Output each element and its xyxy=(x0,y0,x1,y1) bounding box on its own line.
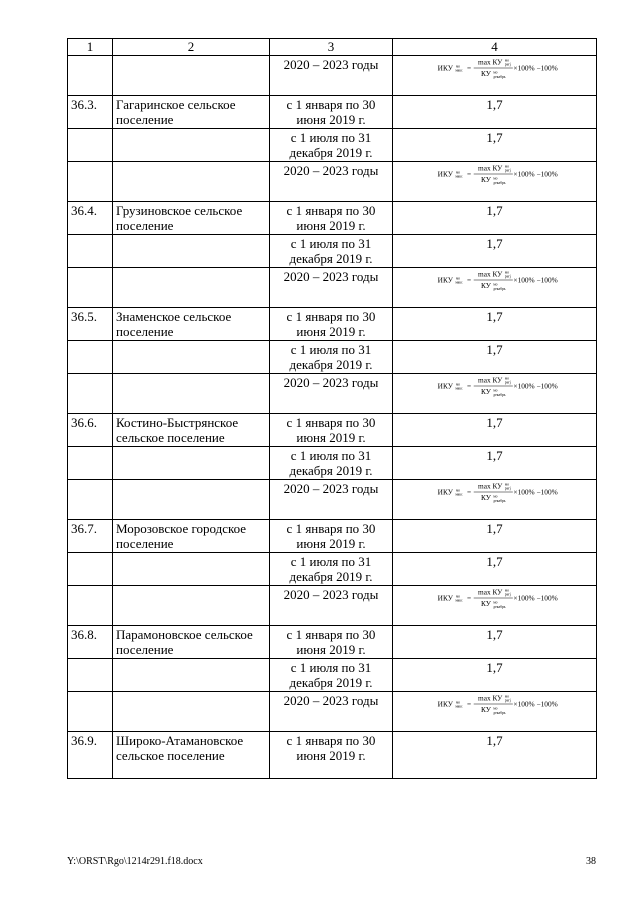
period-cell: 2020 – 2023 годы xyxy=(270,374,393,414)
period-cell: с 1 января по 30 июня 2019 г. xyxy=(270,414,393,447)
formula-lhs: ИКУ xyxy=(437,275,453,285)
number-cell: 36.3. xyxy=(68,96,113,129)
period-cell: с 1 июля по 31 декабря 2019 г. xyxy=(270,341,393,374)
settlement-row xyxy=(68,520,597,553)
formula-numerator: max КУ xyxy=(478,269,503,279)
formula-lhs-sup: мо xyxy=(456,700,461,705)
formula-ikumax xyxy=(396,163,593,185)
formula-ikumax xyxy=(396,269,593,291)
formula-numerator-sup: мо xyxy=(504,164,510,169)
formula-denominator-sub: декабрь xyxy=(493,286,506,291)
period-cell: с 1 января по 30 июня 2019 г. xyxy=(270,732,393,779)
formula-lhs-sub: макс xyxy=(455,280,463,285)
value-cell: 1,7 xyxy=(393,308,597,341)
name-cell xyxy=(113,341,270,374)
number-cell: 36.6. xyxy=(68,414,113,447)
number-cell: 36.9. xyxy=(68,732,113,779)
formula-numerator-sub: регj xyxy=(504,168,511,173)
name-cell: Морозовское городское поселение xyxy=(113,520,270,553)
period-cell: с 1 января по 30 июня 2019 г. xyxy=(270,96,393,129)
formula-lhs: ИКУ xyxy=(437,381,453,391)
tariff-table xyxy=(67,38,597,779)
formula-denominator: КУ xyxy=(481,704,491,714)
footer-page-number: 38 xyxy=(586,856,596,867)
formula-tail: ×100% −100% xyxy=(513,593,558,603)
period-row xyxy=(68,129,597,162)
formula-numerator-sub: регj xyxy=(504,380,511,385)
name-cell: Широко-Атамановское сельское поселение xyxy=(113,732,270,779)
period-cell: с 1 июля по 31 декабря 2019 г. xyxy=(270,235,393,268)
formula-denominator: КУ xyxy=(481,386,491,396)
formula-equals: = xyxy=(467,381,472,391)
formula-denominator: КУ xyxy=(481,174,491,184)
value-cell: 1,7 xyxy=(393,520,597,553)
formula-lhs-sub: макс xyxy=(455,598,463,603)
formula-denominator-sup: мо xyxy=(493,388,498,393)
formula-denominator: КУ xyxy=(481,492,491,502)
period-row xyxy=(68,341,597,374)
formula-equals: = xyxy=(467,275,472,285)
formula-cell xyxy=(393,692,597,732)
period-cell: с 1 января по 30 июня 2019 г. xyxy=(270,308,393,341)
formula-denominator-sub: декабрь xyxy=(493,498,506,503)
period-cell: 2020 – 2023 годы xyxy=(270,480,393,520)
formula-tail: ×100% −100% xyxy=(513,699,558,709)
period-row xyxy=(68,235,597,268)
formula-numerator-sub: регj xyxy=(504,486,511,491)
formula-lhs-sup: мо xyxy=(456,488,461,493)
number-cell xyxy=(68,162,113,202)
formula-lhs-sup: мо xyxy=(456,276,461,281)
formula-ikumax xyxy=(396,587,593,609)
formula-denominator-sup: мо xyxy=(493,706,498,711)
formula-numerator-sup: мо xyxy=(504,270,510,275)
formula-denominator: КУ xyxy=(481,68,491,78)
name-cell: Знаменское сельское поселение xyxy=(113,308,270,341)
number-cell xyxy=(68,480,113,520)
formula-numerator-sub: регj xyxy=(504,62,511,67)
formula-row xyxy=(68,162,597,202)
formula-lhs-sub: макс xyxy=(455,704,463,709)
formula-lhs: ИКУ xyxy=(437,63,453,73)
formula-denominator: КУ xyxy=(481,598,491,608)
formula-lhs-sup: мо xyxy=(456,170,461,175)
formula-lhs-sub: макс xyxy=(455,386,463,391)
number-cell: 36.5. xyxy=(68,308,113,341)
formula-numerator: max КУ xyxy=(478,375,503,385)
period-cell: 2020 – 2023 годы xyxy=(270,162,393,202)
formula-numerator-sup: мо xyxy=(504,588,510,593)
formula-cell xyxy=(393,374,597,414)
value-cell: 1,7 xyxy=(393,626,597,659)
name-cell xyxy=(113,480,270,520)
period-cell: с 1 января по 30 июня 2019 г. xyxy=(270,626,393,659)
formula-row xyxy=(68,480,597,520)
formula-row xyxy=(68,586,597,626)
formula-cell xyxy=(393,162,597,202)
number-cell xyxy=(68,586,113,626)
header-cell-4: 4 xyxy=(393,39,597,56)
period-row xyxy=(68,447,597,480)
formula-numerator-sub: регj xyxy=(504,592,511,597)
formula-denominator-sub: декабрь xyxy=(493,710,506,715)
formula-denominator: КУ xyxy=(481,280,491,290)
settlement-row xyxy=(68,732,597,779)
name-cell: Грузиновское сельское поселение xyxy=(113,202,270,235)
formula-cell xyxy=(393,586,597,626)
period-row xyxy=(68,659,597,692)
formula-numerator-sup: мо xyxy=(504,376,510,381)
formula-ikumax xyxy=(396,375,593,397)
formula-numerator-sub: регj xyxy=(504,274,511,279)
period-cell: 2020 – 2023 годы xyxy=(270,586,393,626)
formula-ikumax xyxy=(396,481,593,503)
number-cell: 36.7. xyxy=(68,520,113,553)
formula-denominator-sub: декабрь xyxy=(493,392,506,397)
name-cell xyxy=(113,129,270,162)
value-cell: 1,7 xyxy=(393,414,597,447)
name-cell xyxy=(113,553,270,586)
header-cell-3: 3 xyxy=(270,39,393,56)
formula-numerator-sub: регj xyxy=(504,698,511,703)
formula-row xyxy=(68,268,597,308)
settlement-row xyxy=(68,308,597,341)
settlement-row xyxy=(68,414,597,447)
number-cell xyxy=(68,659,113,692)
period-cell: с 1 июля по 31 декабря 2019 г. xyxy=(270,553,393,586)
formula-ikumax xyxy=(396,693,593,715)
formula-lhs: ИКУ xyxy=(437,487,453,497)
formula-cell xyxy=(393,268,597,308)
formula-numerator: max КУ xyxy=(478,693,503,703)
formula-numerator-sup: мо xyxy=(504,694,510,699)
formula-lhs-sub: макс xyxy=(455,174,463,179)
footer-file-path: Y:\ORST\Rgo\1214r291.f18.docx xyxy=(67,856,203,867)
name-cell: Костино-Быстрянское сельское поселение xyxy=(113,414,270,447)
formula-ikumax xyxy=(396,57,593,79)
formula-equals: = xyxy=(467,487,472,497)
formula-lhs-sup: мо xyxy=(456,594,461,599)
period-cell: с 1 июля по 31 декабря 2019 г. xyxy=(270,129,393,162)
formula-equals: = xyxy=(467,169,472,179)
formula-denominator-sub: декабрь xyxy=(493,180,506,185)
header-cell-1: 1 xyxy=(68,39,113,56)
number-cell xyxy=(68,553,113,586)
name-cell xyxy=(113,659,270,692)
formula-denominator-sup: мо xyxy=(493,282,498,287)
period-cell: 2020 – 2023 годы xyxy=(270,56,393,96)
formula-tail: ×100% −100% xyxy=(513,275,558,285)
formula-denominator-sub: декабрь xyxy=(493,604,506,609)
formula-denominator-sub: декабрь xyxy=(493,74,506,79)
formula-tail: ×100% −100% xyxy=(513,381,558,391)
value-cell: 1,7 xyxy=(393,235,597,268)
number-cell: 36.4. xyxy=(68,202,113,235)
settlement-row xyxy=(68,626,597,659)
value-cell: 1,7 xyxy=(393,129,597,162)
number-cell xyxy=(68,341,113,374)
formula-cell xyxy=(393,480,597,520)
formula-cell xyxy=(393,56,597,96)
value-cell: 1,7 xyxy=(393,553,597,586)
period-cell: с 1 января по 30 июня 2019 г. xyxy=(270,202,393,235)
header-cell-2: 2 xyxy=(113,39,270,56)
formula-denominator-sup: мо xyxy=(493,600,498,605)
formula-numerator-sup: мо xyxy=(504,482,510,487)
name-cell: Парамоновское сельское поселение xyxy=(113,626,270,659)
settlement-row xyxy=(68,202,597,235)
number-cell xyxy=(68,447,113,480)
formula-equals: = xyxy=(467,593,472,603)
period-cell: с 1 января по 30 июня 2019 г. xyxy=(270,520,393,553)
table-body xyxy=(68,39,597,779)
formula-equals: = xyxy=(467,699,472,709)
name-cell xyxy=(113,586,270,626)
value-cell: 1,7 xyxy=(393,732,597,779)
name-cell xyxy=(113,56,270,96)
name-cell xyxy=(113,447,270,480)
name-cell xyxy=(113,374,270,414)
formula-lhs: ИКУ xyxy=(437,593,453,603)
name-cell xyxy=(113,235,270,268)
formula-numerator: max КУ xyxy=(478,57,503,67)
name-cell xyxy=(113,692,270,732)
continued-row xyxy=(68,56,597,96)
number-cell xyxy=(68,692,113,732)
formula-denominator-sup: мо xyxy=(493,70,498,75)
formula-row xyxy=(68,692,597,732)
formula-tail: ×100% −100% xyxy=(513,63,558,73)
table-header-row xyxy=(68,39,597,56)
number-cell xyxy=(68,374,113,414)
formula-tail: ×100% −100% xyxy=(513,169,558,179)
formula-lhs-sub: макс xyxy=(455,492,463,497)
name-cell xyxy=(113,268,270,308)
formula-row xyxy=(68,374,597,414)
formula-numerator-sup: мо xyxy=(504,58,510,63)
value-cell: 1,7 xyxy=(393,202,597,235)
formula-tail: ×100% −100% xyxy=(513,487,558,497)
period-cell: с 1 июля по 31 декабря 2019 г. xyxy=(270,447,393,480)
number-cell xyxy=(68,235,113,268)
number-cell xyxy=(68,268,113,308)
value-cell: 1,7 xyxy=(393,341,597,374)
value-cell: 1,7 xyxy=(393,447,597,480)
period-cell: с 1 июля по 31 декабря 2019 г. xyxy=(270,659,393,692)
formula-numerator: max КУ xyxy=(478,163,503,173)
formula-equals: = xyxy=(467,63,472,73)
number-cell: 36.8. xyxy=(68,626,113,659)
formula-denominator-sup: мо xyxy=(493,176,498,181)
period-cell: 2020 – 2023 годы xyxy=(270,268,393,308)
formula-numerator: max КУ xyxy=(478,587,503,597)
formula-lhs: ИКУ xyxy=(437,169,453,179)
formula-lhs-sub: макс xyxy=(455,68,463,73)
formula-lhs: ИКУ xyxy=(437,699,453,709)
formula-lhs-sup: мо xyxy=(456,382,461,387)
name-cell xyxy=(113,162,270,202)
value-cell: 1,7 xyxy=(393,659,597,692)
formula-denominator-sup: мо xyxy=(493,494,498,499)
value-cell: 1,7 xyxy=(393,96,597,129)
name-cell: Гагаринское сельское поселение xyxy=(113,96,270,129)
period-cell: 2020 – 2023 годы xyxy=(270,692,393,732)
period-row xyxy=(68,553,597,586)
formula-numerator: max КУ xyxy=(478,481,503,491)
formula-lhs-sup: мо xyxy=(456,64,461,69)
settlement-row xyxy=(68,96,597,129)
number-cell xyxy=(68,56,113,96)
number-cell xyxy=(68,129,113,162)
